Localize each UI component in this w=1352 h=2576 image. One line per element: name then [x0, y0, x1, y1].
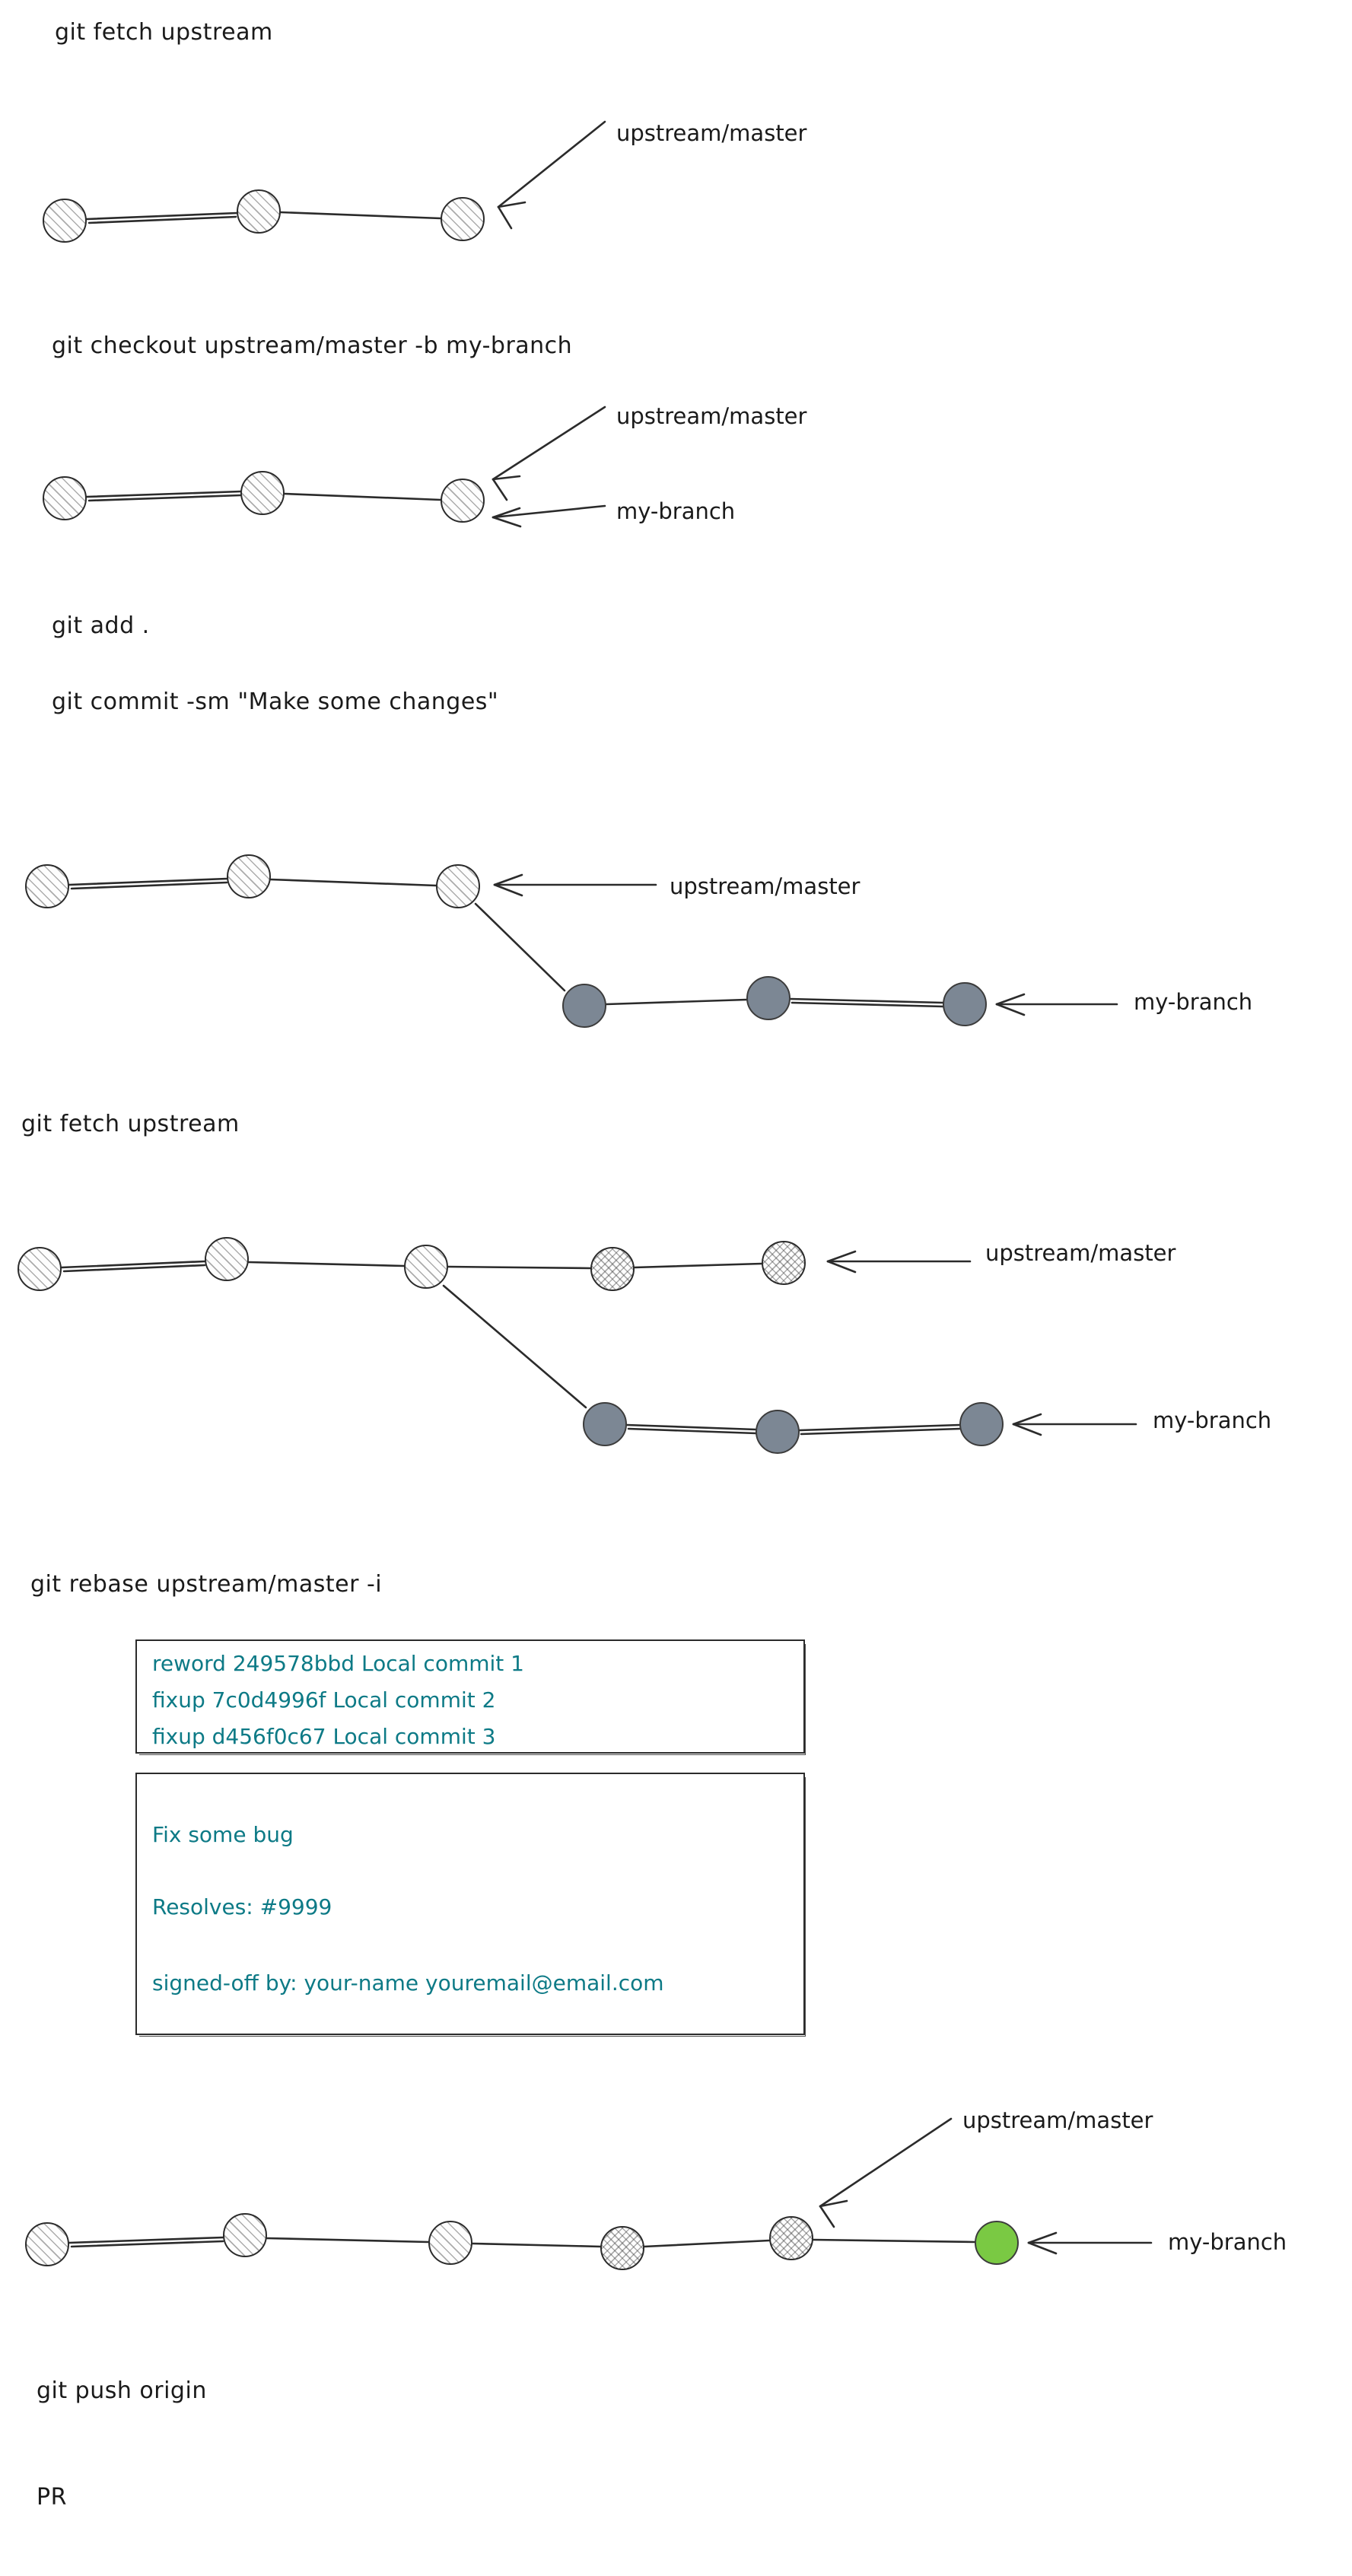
commit-node-r1-3 [441, 197, 485, 241]
label-my-branch-3: my-branch [1153, 1407, 1272, 1433]
commit-node-r4-8 [959, 1402, 1004, 1446]
commit-node-r4-5 [762, 1241, 806, 1285]
commit-node-r4-7 [756, 1410, 800, 1454]
rebase-todo-line-3: fixup d456f0c67 Local commit 3 [152, 1724, 496, 1749]
label-my-branch-1: my-branch [616, 498, 736, 524]
commit-node-r4-6 [583, 1402, 627, 1446]
command-fetch-upstream-1: git fetch upstream [55, 19, 273, 46]
commit-node-r5-3 [428, 2221, 472, 2265]
commit-node-r3-1 [25, 864, 69, 908]
rebase-todo-line-2: fixup 7c0d4996f Local commit 2 [152, 1687, 496, 1713]
commit-node-r2-2 [240, 471, 285, 515]
command-push-origin: git push origin [37, 2377, 207, 2404]
commit-node-r4-3 [404, 1245, 448, 1289]
commit-node-r4-2 [205, 1237, 249, 1281]
commit-node-r2-3 [441, 479, 485, 523]
commit-node-r5-5 [769, 2216, 813, 2260]
commit-message-resolves: Resolves: #9999 [152, 1894, 332, 1919]
command-git-commit: git commit -sm "Make some changes" [52, 689, 499, 715]
command-rebase-interactive: git rebase upstream/master -i [30, 1571, 383, 1598]
commit-node-r5-2 [223, 2213, 267, 2257]
commit-message-subject: Fix some bug [152, 1822, 294, 1847]
label-upstream-master-4: upstream/master [985, 1240, 1176, 1266]
commit-node-r3-3 [436, 864, 480, 908]
commit-node-r4-4 [590, 1247, 635, 1291]
commit-node-r5-4 [600, 2226, 644, 2270]
commit-node-r5-1 [25, 2222, 69, 2266]
commit-node-r2-1 [43, 476, 87, 520]
rebase-todo-line-1: reword 249578bbd Local commit 1 [152, 1651, 524, 1676]
commit-node-r3-4 [562, 984, 606, 1028]
label-upstream-master-5: upstream/master [962, 2107, 1153, 2133]
command-fetch-upstream-2: git fetch upstream [21, 1111, 240, 1137]
label-upstream-master-3: upstream/master [670, 873, 861, 899]
commit-node-r4-1 [17, 1247, 62, 1291]
command-pull-request: PR [37, 2484, 67, 2511]
label-my-branch-2: my-branch [1134, 989, 1253, 1015]
commit-node-r3-5 [746, 976, 791, 1020]
commit-node-r1-1 [43, 199, 87, 243]
label-upstream-master-1: upstream/master [616, 120, 807, 146]
label-upstream-master-2: upstream/master [616, 403, 807, 429]
command-checkout-branch: git checkout upstream/master -b my-branch [52, 332, 573, 359]
commit-node-r3-6 [943, 982, 987, 1026]
command-git-add: git add . [52, 612, 150, 639]
commit-node-r1-2 [237, 189, 281, 234]
label-my-branch-4: my-branch [1168, 2229, 1287, 2255]
commit-node-r5-6-squashed [975, 2221, 1019, 2265]
commit-message-signoff: signed-off by: your-name youremail@email.com [152, 1970, 664, 1996]
commit-node-r3-2 [227, 854, 271, 898]
